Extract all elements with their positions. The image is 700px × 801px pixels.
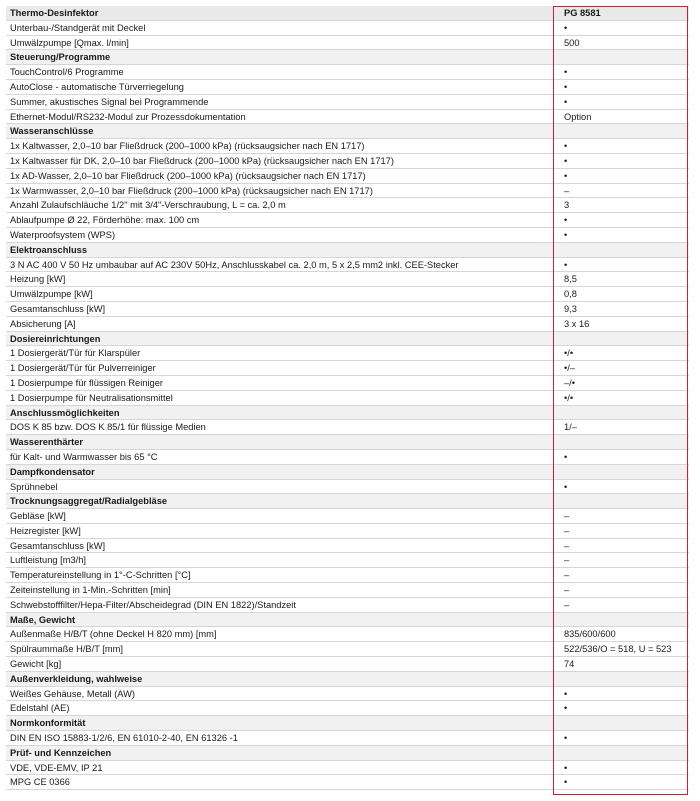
table-row	[6, 731, 689, 746]
row-value: •	[564, 688, 568, 699]
row-value: •/•	[564, 348, 574, 359]
table-row	[6, 302, 689, 317]
row-label: Temperatureinstellung in 1°-C-Schritten [°C]	[10, 570, 191, 581]
row-label: Waterproofsystem (WPS)	[10, 229, 116, 240]
table-row	[6, 376, 689, 391]
table-row	[6, 110, 689, 125]
section-title: Dampfkondensator	[10, 466, 95, 477]
row-value: •	[564, 762, 568, 773]
table-row	[6, 228, 689, 243]
row-value: 835/600/600	[564, 629, 616, 640]
table-row	[6, 154, 689, 169]
section-header-row	[6, 672, 689, 687]
table-body	[6, 21, 689, 790]
row-label: Edelstahl (AE)	[10, 703, 70, 714]
section-header-row	[6, 494, 689, 509]
row-label: Unterbau-/Standgerät mit Deckel	[10, 22, 146, 33]
section-title: Maße, Gewicht	[10, 614, 76, 625]
section-header-row	[6, 716, 689, 731]
row-value	[564, 243, 686, 257]
row-label: Sprühnebel	[10, 481, 58, 492]
table-row	[6, 317, 689, 332]
row-value: •/•	[564, 392, 574, 403]
section-title: Außenverkleidung, wahlweise	[10, 673, 143, 684]
table-row	[6, 583, 689, 598]
section-header-row	[6, 613, 689, 628]
table-row	[6, 657, 689, 672]
row-label: 1 Dosierpumpe für Neutralisationsmittel	[10, 392, 173, 403]
table-row	[6, 701, 689, 716]
table-row	[6, 539, 689, 554]
row-value: •/–	[564, 363, 576, 374]
row-value: •	[564, 481, 568, 492]
row-label: AutoClose - automatische Türverriegelung	[10, 81, 184, 92]
row-value: 522/536/O = 518, U = 523	[564, 644, 672, 655]
row-value: 9,3	[564, 303, 577, 314]
table-row	[6, 509, 689, 524]
row-label: Spülraummaße H/B/T [mm]	[10, 644, 123, 655]
row-value: •	[564, 451, 568, 462]
row-value: –	[564, 585, 570, 596]
table-header-row	[6, 6, 689, 21]
row-label: Ablaufpumpe Ø 22, Förderhöhe: max. 100 cm	[10, 215, 200, 226]
table-row	[6, 198, 689, 213]
row-value: •	[564, 229, 568, 240]
row-value: 74	[564, 659, 575, 670]
table-row	[6, 80, 689, 95]
row-value	[564, 406, 686, 420]
section-title: Normkonformität	[10, 718, 86, 729]
row-label: Gebläse [kW]	[10, 511, 66, 522]
row-value: •	[564, 67, 568, 78]
section-header-row	[6, 124, 689, 139]
section-title: Trocknungsaggregat/Radialgebläse	[10, 496, 168, 507]
table-row	[6, 553, 689, 568]
table-row	[6, 391, 689, 406]
table-row	[6, 272, 689, 287]
section-header-row	[6, 435, 689, 450]
table-row	[6, 642, 689, 657]
section-title: Dosiereinrichtungen	[10, 333, 101, 344]
row-value: –	[564, 185, 570, 196]
row-value: –/•	[564, 377, 576, 388]
row-label: 1 Dosiergerät/Tür für Pulverreiniger	[10, 363, 156, 374]
row-label: 1x AD-Wasser, 2,0–10 bar Fließdruck (200–1000 kPa) (rücksaugsicher nach EN 1717)	[10, 170, 366, 181]
table-row	[6, 346, 689, 361]
row-label: Gewicht [kg]	[10, 659, 62, 670]
section-title: Wasserenthärter	[10, 437, 84, 448]
section-title: Prüf- und Kennzeichen	[10, 747, 112, 758]
row-value: •	[564, 155, 568, 166]
row-value: Option	[564, 111, 592, 122]
table-row	[6, 36, 689, 51]
row-label: Summer, akustisches Signal bei Programmende	[10, 96, 209, 107]
row-value: –	[564, 511, 570, 522]
row-value: •	[564, 703, 568, 714]
row-value: –	[564, 525, 570, 536]
row-value	[564, 672, 686, 686]
section-title: Steuerung/Programme	[10, 52, 111, 63]
row-label: 1x Kaltwasser, 2,0–10 bar Fließdruck (200–1000 kPa) (rücksaugsicher nach EN 1717)	[10, 141, 365, 152]
table-row	[6, 287, 689, 302]
row-label: Zeiteinstellung in 1-Min.-Schritten [min]	[10, 585, 171, 596]
row-value: •	[564, 733, 568, 744]
row-value: –	[564, 555, 570, 566]
row-label: für Kalt- und Warmwasser bis 65 °C	[10, 451, 158, 462]
section-header-row	[6, 50, 689, 65]
row-label: Ethernet-Modul/RS232-Modul zur Prozessdokumentation	[10, 111, 246, 122]
row-value	[564, 124, 686, 138]
row-value: 3 x 16	[564, 318, 590, 329]
table-row	[6, 598, 689, 613]
section-header-row	[6, 406, 689, 421]
row-value: 8,5	[564, 274, 577, 285]
row-label: TouchControl/6 Programme	[10, 67, 124, 78]
table-row	[6, 258, 689, 273]
row-value: 1/–	[564, 422, 577, 433]
table-row	[6, 21, 689, 36]
row-label: Weißes Gehäuse, Metall (AW)	[10, 688, 136, 699]
row-value: 0,8	[564, 289, 577, 300]
table-row	[6, 524, 689, 539]
row-value: –	[564, 540, 570, 551]
row-label: MPG CE 0366	[10, 777, 70, 788]
row-label: 3 N AC 400 V 50 Hz umbaubar auf AC 230V 50Hz, Anschlusskabel ca. 2,0 m, 5 x 2,5 mm2 inkl. CEE-Stecker	[10, 259, 459, 270]
row-value: 3	[564, 200, 570, 211]
row-label: Gesamtanschluss [kW]	[10, 303, 106, 314]
table-row	[6, 213, 689, 228]
row-value	[564, 435, 686, 449]
row-label: Umwälzpumpe [kW]	[10, 289, 93, 300]
section-title: Wasseranschlüsse	[10, 126, 94, 137]
row-value: 500	[564, 37, 580, 48]
row-label: 1 Dosiergerät/Tür für Klarspüler	[10, 348, 141, 359]
table-row	[6, 420, 689, 435]
row-value	[564, 50, 686, 64]
row-label: 1x Warmwasser, 2,0–10 bar Fließdruck (200–1000 kPa) (rücksaugsicher nach EN 1717)	[10, 185, 373, 196]
row-label: VDE, VDE-EMV, IP 21	[10, 762, 103, 773]
row-value: •	[564, 81, 568, 92]
row-value: •	[564, 215, 568, 226]
section-title: Elektroanschluss	[10, 244, 87, 255]
row-value	[564, 613, 686, 627]
table-row	[6, 361, 689, 376]
section-header-row	[6, 746, 689, 761]
row-label: Anzahl Zulaufschläuche 1/2" mit 3/4"-Verschraubung, L = ca. 2,0 m	[10, 200, 286, 211]
row-value	[564, 494, 686, 508]
row-label: DIN EN ISO 15883-1/2/6, EN 61010-2-40, EN 61326 -1	[10, 733, 238, 744]
row-label: Heizung [kW]	[10, 274, 66, 285]
row-value	[564, 746, 686, 760]
row-label: Absicherung [A]	[10, 318, 76, 329]
table-row	[6, 65, 689, 80]
table-row	[6, 687, 689, 702]
row-value	[564, 716, 686, 730]
table-row	[6, 139, 689, 154]
row-value: •	[564, 170, 568, 181]
row-label: 1x Kaltwasser für DK, 2,0–10 bar Fließdruck (200–1000 kPa) (rücksaugsicher nach EN 1717)	[10, 155, 394, 166]
row-label: 1 Dosierpumpe für flüssigen Reiniger	[10, 377, 163, 388]
row-value	[564, 332, 686, 346]
table-row	[6, 169, 689, 184]
section-title: Anschlussmöglichkeiten	[10, 407, 120, 418]
table-row	[6, 627, 689, 642]
row-label: DOS K 85 bzw. DOS K 85/1 für flüssige Medien	[10, 422, 206, 433]
table-row	[6, 775, 689, 790]
row-label: Umwälzpumpe [Qmax. l/min]	[10, 37, 129, 48]
row-value: •	[564, 22, 568, 33]
table-row	[6, 480, 689, 495]
row-label: Gesamtanschluss [kW]	[10, 540, 106, 551]
table-row	[6, 761, 689, 776]
section-header-row	[6, 332, 689, 347]
row-value: –	[564, 570, 570, 581]
row-label: Außenmaße H/B/T (ohne Deckel H 820 mm) [mm]	[10, 629, 217, 640]
table-title: Thermo-Desinfektor	[10, 8, 99, 18]
row-value	[564, 465, 686, 479]
section-header-row	[6, 243, 689, 258]
row-value: •	[564, 777, 568, 788]
section-header-row	[6, 465, 689, 480]
row-value: •	[564, 141, 568, 152]
row-value: •	[564, 259, 568, 270]
row-label: Heizregister [kW]	[10, 525, 81, 536]
table-row	[6, 450, 689, 465]
table-row	[6, 568, 689, 583]
table-row	[6, 95, 689, 110]
row-label: Schwebstofffilter/Hepa-Filter/Abscheidegrad (DIN EN 1822)/Standzeit	[10, 599, 296, 610]
row-value: •	[564, 96, 568, 107]
model-column-header: PG 8581	[564, 8, 601, 18]
table-row	[6, 184, 689, 199]
row-value: –	[564, 599, 570, 610]
row-label: Luftleistung [m3/h]	[10, 555, 86, 566]
spec-table	[6, 6, 689, 790]
